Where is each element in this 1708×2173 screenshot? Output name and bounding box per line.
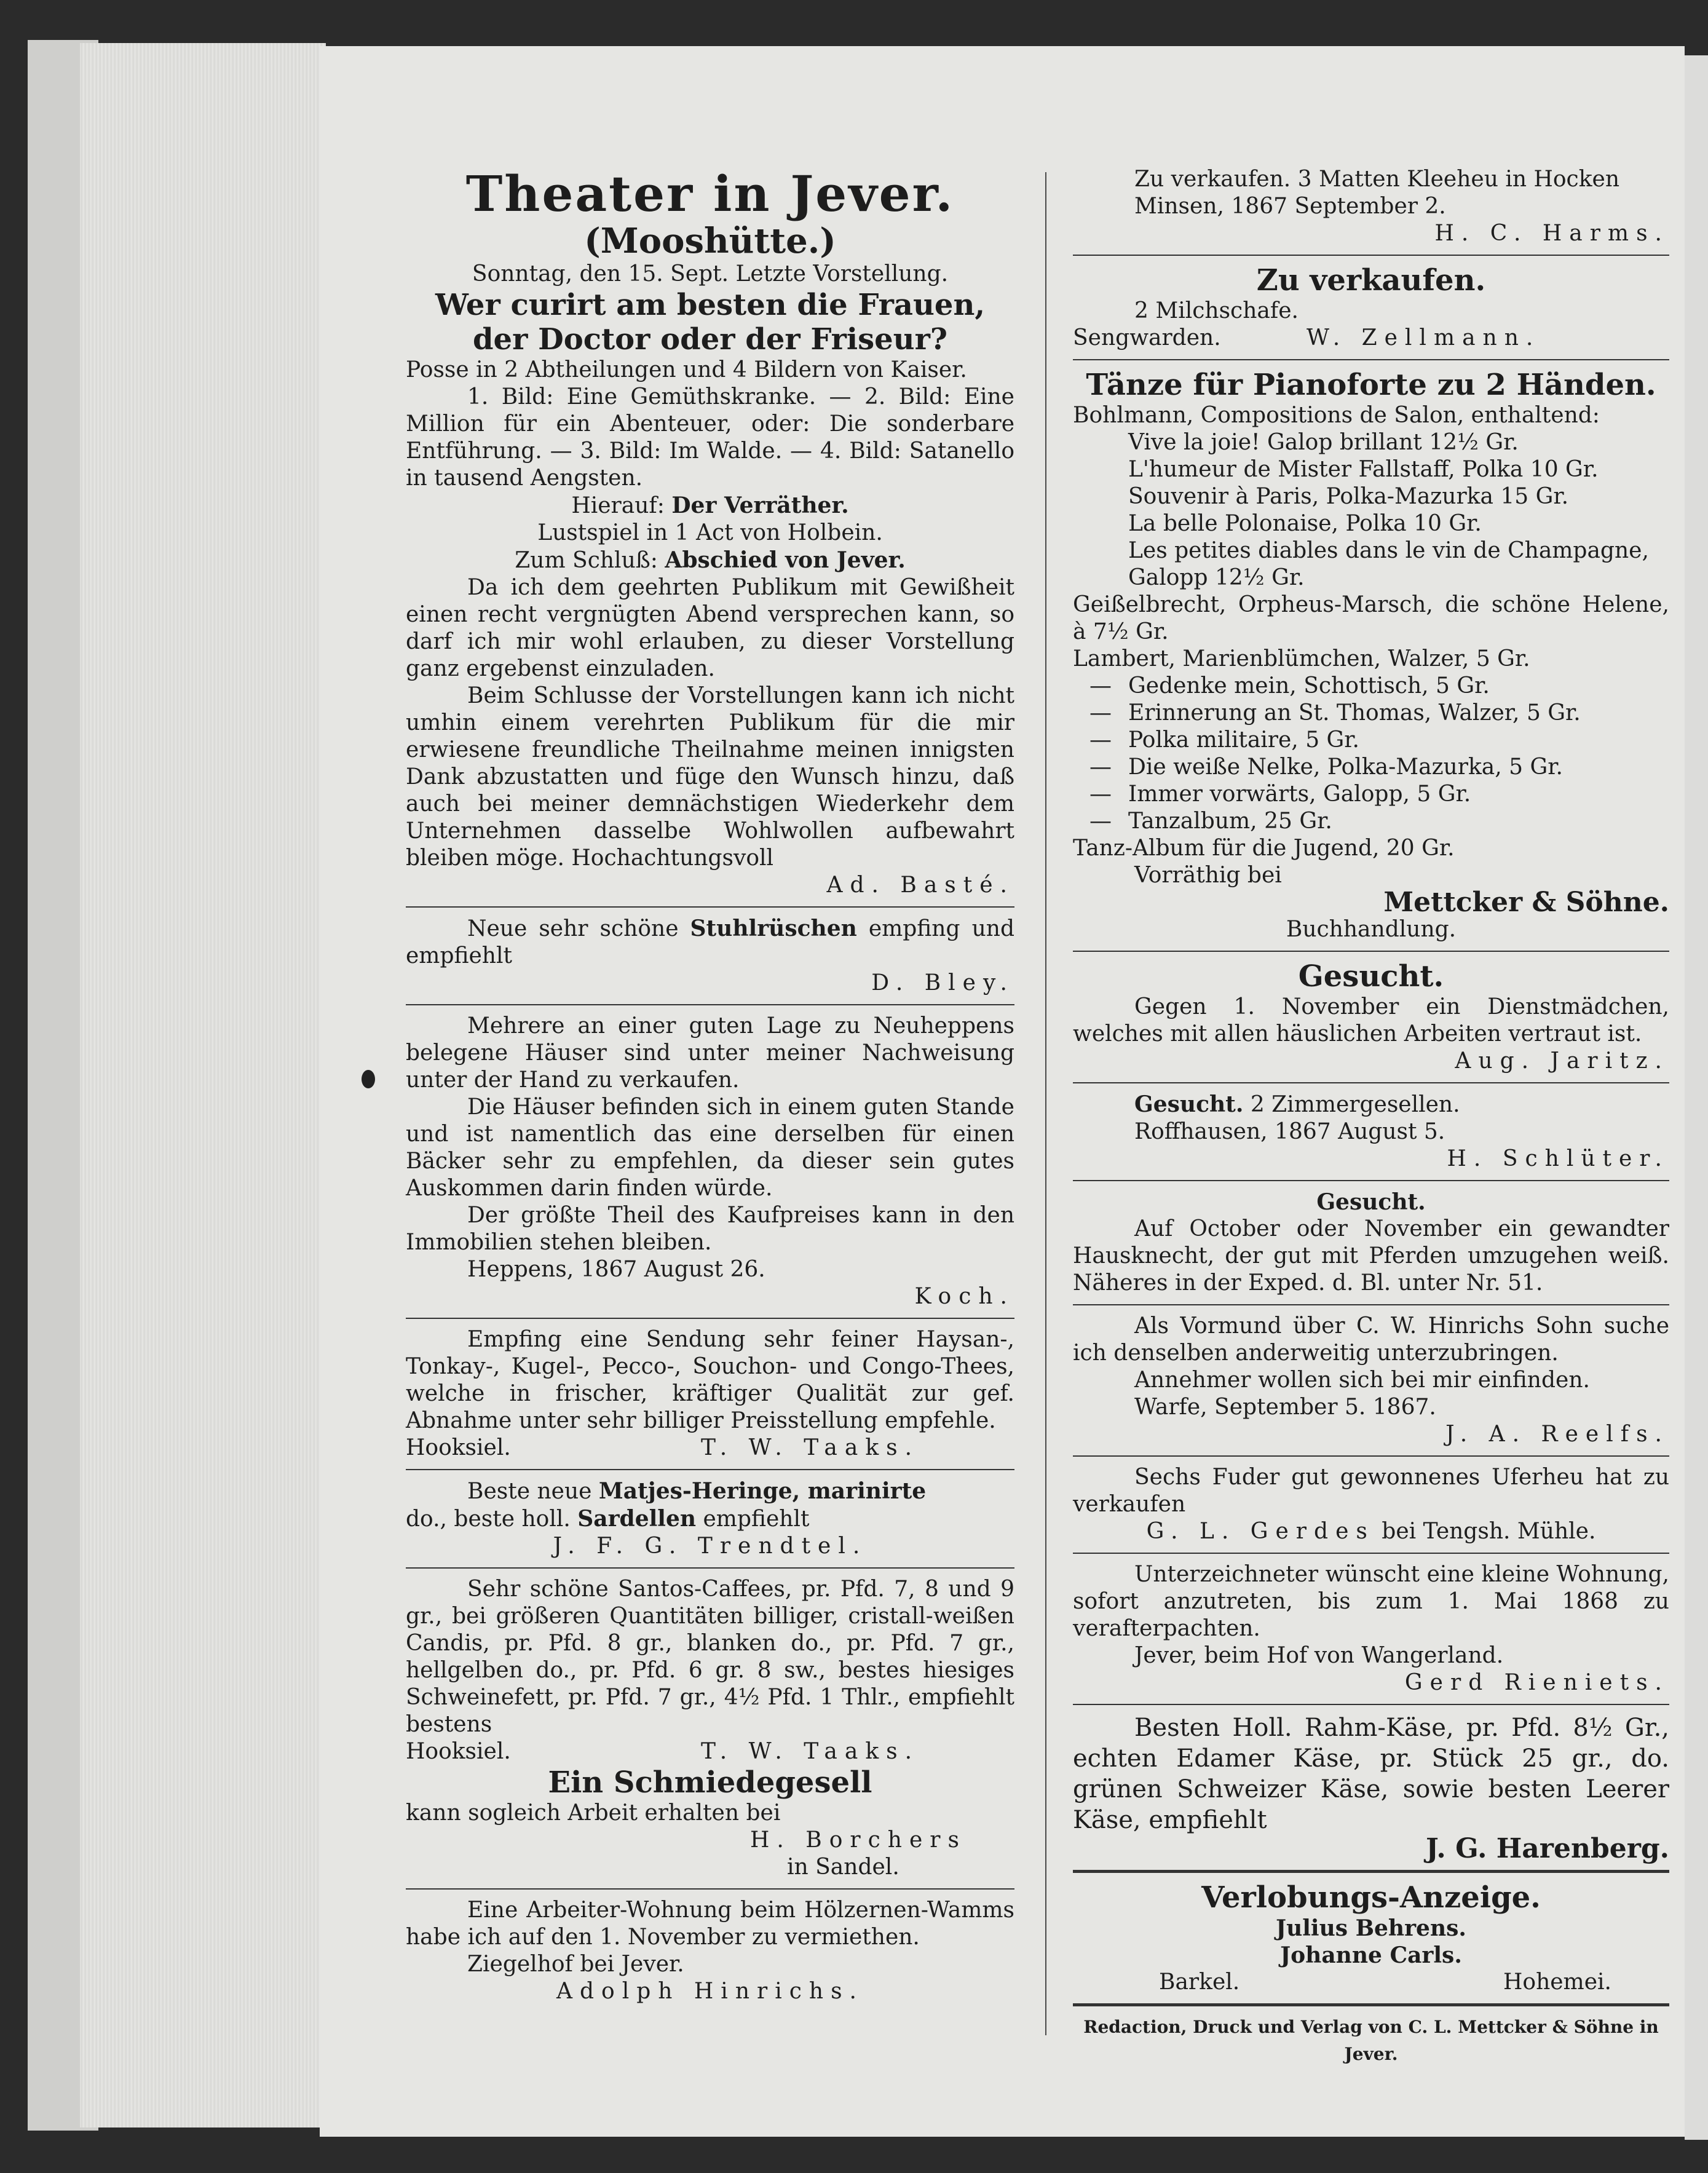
music-dash-item (1073, 754, 1669, 781)
engagement-name1: Julius Behrens. (1276, 1915, 1466, 1941)
music-dash-item (1073, 781, 1669, 808)
dash-item-text: Die weiße Nelke, Polka-Mazurka, 5 Gr. (1128, 754, 1563, 780)
theater-signature: Ad. Basté. (826, 873, 1014, 898)
play-scenes: 1. Bild: Eine Gemüthskranke. — 2. Bild: Eine Million für ein Abenteuer, oder: Die sonderbare Entführung. — 3. Bild: Im Walde. — 4. Bild: Satanello in tausend Aengsten. (406, 384, 1014, 491)
reelfs-text: Als Vormund über C. W. Hinrichs Sohn suche ich denselben anderweitig unterzubringen. (1073, 1313, 1669, 1366)
rule (406, 1318, 1014, 1319)
engagement-place2: Hohemei. (1503, 1969, 1611, 1995)
then-line (406, 492, 1014, 520)
trendtel-line1-a: Beste neue (467, 1479, 592, 1504)
bley-signature: D. Bley. (871, 970, 1014, 995)
music-shop: Buchhandlung. (1286, 917, 1457, 942)
engagement-advert (1073, 1880, 1669, 1996)
then-title: Der Verräther. (671, 493, 849, 518)
rieniets-signature: Gerd Rieniets. (1404, 1670, 1669, 1695)
harenberg-advert (1073, 1712, 1669, 1862)
gerdes-signature: G. L. Gerdes (1146, 1519, 1375, 1544)
music-geisselbrecht: Geißelbrecht, Orpheus-Marsch, die schöne Helene, à 7½ Gr. (1073, 592, 1669, 644)
rule (406, 1469, 1014, 1470)
music-advert (1073, 368, 1669, 943)
schlueter-heading: Gesucht. (1134, 1091, 1244, 1117)
zellmann-place: Sengwarden. (1073, 325, 1221, 350)
thick-rule (1073, 2003, 1669, 2006)
harms-line2: Minsen, 1867 September 2. (1134, 194, 1446, 219)
engagement-places (1073, 1969, 1669, 1996)
dash: — (1089, 809, 1112, 834)
rieniets-advert (1073, 1561, 1669, 1696)
music-firm: Mettcker & Söhne. (1383, 887, 1669, 918)
play-genre: Posse in 2 Abtheilungen und 4 Bildern von Kaiser. (406, 357, 967, 382)
borchers-advert (406, 1765, 1014, 1881)
gerdes-text: Sechs Fuder gut gewonnenes Uferheu hat zu verkaufen (1073, 1465, 1669, 1517)
page-stack (80, 43, 326, 2127)
hinrichs-place: Ziegelhof bei Jever. (467, 1952, 684, 1977)
closing-label: Zum Schluß: (515, 548, 658, 573)
zellmann-advert (1073, 263, 1669, 352)
right-column (1073, 166, 1669, 2068)
trendtel-line2-c: empfiehlt (703, 1506, 810, 1532)
music-intro: Bohlmann, Compositions de Salon, enthaltend: (1073, 403, 1600, 428)
rule (1073, 1455, 1669, 1457)
reelfs-place-date: Warfe, September 5. 1867. (1134, 1395, 1436, 1420)
play-title-line2: der Doctor oder der Friseur? (472, 322, 947, 357)
zellmann-item: 2 Milchschafe. (1134, 298, 1299, 323)
harenberg-signature: J. G. Harenberg. (1426, 1833, 1669, 1864)
bley-text-b: empfing und empfiehlt (406, 916, 1014, 968)
coffee-text: Sehr schöne Santos-Caffees, pr. Pfd. 7, 8 und 9 gr., bei größeren Quantitäten billiger, cristall-weißen Candis, pr. Pfd. 8 gr., blanken do., pr. Pfd. 7 gr., hellgelben do., pr. Pfd. 6 gr. 8 sw., bestes hiesiges Schweinefett, pr. Pfd. 7 gr., 4½ Pfd. 1 Thlr., empfiehlt bestens (406, 1577, 1014, 1737)
music-piece: La belle Polonaise, Polka 10 Gr. (1128, 511, 1482, 536)
schlueter-signature: H. Schlüter. (1447, 1146, 1669, 1171)
theater-paragraph2: Beim Schlusse der Vorstellungen kann ich nicht umhin einem verehrten Publikum für die mir erwiesene freundliche Theilnahme meinen innigsten Dank abzustatten und füge den Wunsch hinzu, daß auch bei meiner demnächstigen Wiederkehr dem Unternehmen dasselbe Wohlwollen aufbewahrt bleiben möge. Hochachtungsvoll (406, 683, 1014, 871)
thick-rule (1073, 1870, 1669, 1873)
schlueter-place-date: Roffhausen, 1867 August 5. (1134, 1119, 1445, 1144)
harms-line1: Zu verkaufen. 3 Matten Kleeheu in Hocken (1134, 167, 1620, 192)
koch-paragraph1: Mehrere an einer guten Lage zu Neuheppens belegene Häuser sind unter meiner Nachweisung unter der Hand zu verkaufen. (406, 1013, 1014, 1093)
music-stock: Vorräthig bei (1134, 863, 1282, 888)
theater-advert (406, 166, 1014, 899)
hausknecht-advert (1073, 1189, 1669, 1297)
rule (406, 1888, 1014, 1890)
coffee-place: Hooksiel. (406, 1739, 511, 1764)
schlueter-text: 2 Zimmergesellen. (1250, 1092, 1460, 1117)
borchers-place: in Sandel. (787, 1854, 899, 1880)
borchers-heading: Ein Schmiedegesell (548, 1765, 872, 1800)
dash: — (1089, 754, 1112, 780)
closing-title: Abschied von Jever. (665, 547, 906, 573)
dash: — (1089, 727, 1112, 753)
harms-signature: H. C. Harms. (1434, 221, 1669, 246)
coffee-signature-line (406, 1738, 1014, 1765)
music-heading: Tänze für Pianoforte zu 2 Händen. (1086, 368, 1656, 402)
tea-signature-line (406, 1435, 1014, 1462)
hinrichs-text: Eine Arbeiter-Wohnung beim Hölzernen-Wamms habe ich auf den 1. November zu vermiethen. (406, 1898, 1014, 1950)
reelfs-text2: Annehmer wollen sich bei mir einfinden. (1134, 1368, 1590, 1393)
hinrichs-signature: Adolph Hinrichs. (556, 1979, 864, 2004)
rule (1073, 359, 1669, 360)
rule (1073, 1304, 1669, 1305)
theater-subtitle: (Mooshütte.) (584, 221, 836, 261)
schlueter-line (1073, 1091, 1669, 1118)
dash: — (1089, 673, 1112, 699)
borchers-signature: H. Borchers (750, 1827, 967, 1853)
engagement-heading: Verlobungs-Anzeige. (1201, 1880, 1541, 1915)
hausknecht-text: Auf October oder November ein gewandter Hausknecht, der gut mit Pferden umzugehen weiß. Näheres in der Exped. d. Bl. unter Nr. 51. (1073, 1216, 1669, 1296)
trendtel-sardines: Sardellen (577, 1506, 697, 1532)
dash-item-text: Immer vorwärts, Galopp, 5 Gr. (1128, 782, 1471, 807)
koch-paragraph2: Die Häuser befinden sich in einem guten Stande und ist namentlich das eine derselben für einen Bäcker sehr zu empfehlen, da dieser sein gutes Auskommen darin finden würde. (406, 1094, 1014, 1201)
bley-text (406, 915, 1014, 970)
then-label: Hierauf: (571, 493, 665, 518)
rule (406, 906, 1014, 908)
rule (1073, 951, 1669, 952)
harenberg-text: Besten Holl. Rahm-Käse, pr. Pfd. 8½ Gr., echten Edamer Käse, pr. Stück 25 gr., do. grünen Schweizer Käse, sowie besten Leerer Käse, empfiehlt (1073, 1714, 1669, 1834)
left-column (406, 166, 1014, 2005)
engagement-place1: Barkel. (1159, 1969, 1240, 1995)
gerdes-place: bei Tengsh. Mühle. (1382, 1519, 1596, 1544)
music-dash-item (1073, 673, 1669, 700)
rule (1073, 1082, 1669, 1083)
koch-signature: Koch. (914, 1284, 1014, 1309)
hinrichs-advert (406, 1897, 1014, 2005)
trendtel-line1 (406, 1478, 1014, 1505)
bley-item: Stuhlrüschen (690, 916, 857, 941)
music-piece: L'humeur de Mister Fallstaff, Polka 10 Gr. (1128, 457, 1599, 482)
column-divider (1045, 172, 1046, 2035)
hausknecht-heading: Gesucht. (1316, 1189, 1426, 1215)
bley-text-a: Neue sehr schöne (467, 916, 679, 941)
rieniets-text: Unterzeichneter wünscht eine kleine Wohnung, sofort anzutreten, bis zum 1. Mai 1868 zu verafterpachten. (1073, 1562, 1669, 1641)
imprint: Redaction, Druck und Verlag von C. L. Mettcker & Söhne in Jever. (1083, 2017, 1659, 2064)
rieniets-place: Jever, beim Hof von Wangerland. (1134, 1643, 1504, 1668)
music-dash-item (1073, 808, 1669, 835)
trendtel-signature: J. F. G. Trendtel. (553, 1534, 868, 1559)
tea-place: Hooksiel. (406, 1435, 511, 1460)
trendtel-herring: Matjes-Heringe, marinirte (598, 1478, 927, 1504)
dash-item-text: Erinnerung an St. Thomas, Walzer, 5 Gr. (1128, 700, 1581, 726)
schlueter-advert (1073, 1091, 1669, 1173)
gerdes-advert (1073, 1464, 1669, 1545)
trendtel-advert (406, 1478, 1014, 1560)
zellmann-signature-line (1073, 325, 1669, 352)
trendtel-line2-a: do., beste holl. (406, 1506, 571, 1532)
bley-advert (406, 915, 1014, 997)
music-lambert: Lambert, Marienblümchen, Walzer, 5 Gr. (1073, 646, 1530, 671)
jaritz-text: Gegen 1. November ein Dienstmädchen, welches mit allen häuslichen Arbeiten vertraut ist. (1073, 994, 1669, 1047)
coffee-signature: T. W. Taaks. (701, 1739, 920, 1764)
taaks-tea-advert (406, 1326, 1014, 1462)
music-piece: Les petites diables dans le vin de Champagne, Galopp 12½ Gr. (1128, 538, 1649, 590)
jaritz-advert (1073, 959, 1669, 1075)
rule (406, 1004, 1014, 1005)
rule (1073, 1180, 1669, 1181)
music-piece: Souvenir à Paris, Polka-Mazurka 15 Gr. (1128, 484, 1569, 509)
dash: — (1089, 782, 1112, 807)
theater-title: Theater in Jever. (465, 165, 955, 223)
comedy-line: Lustspiel in 1 Act von Holbein. (537, 520, 883, 545)
rule (1073, 255, 1669, 256)
gerdes-signature-line (1073, 1518, 1669, 1545)
zellmann-signature: W. Zellmann. (1307, 325, 1541, 350)
closing-line (406, 547, 1014, 574)
music-album: Tanz-Album für die Jugend, 20 Gr. (1073, 836, 1455, 861)
tea-text: Empfing eine Sendung sehr feiner Haysan-, Tonkay-, Kugel-, Pecco-, Souchon- und Congo-Thees, welche in frischer, kräftiger Qualität zur gef. Abnahme unter sehr billiger Preisstellung empfehle. (406, 1327, 1014, 1433)
binding-hole (362, 1070, 375, 1088)
music-dash-item (1073, 700, 1669, 727)
koch-paragraph3: Der größte Theil des Kaufpreises kann in den Immobilien stehen bleiben. (406, 1203, 1014, 1255)
tea-signature: T. W. Taaks. (701, 1435, 920, 1460)
theater-date: Sonntag, den 15. Sept. Letzte Vorstellung. (472, 261, 949, 287)
zellmann-heading: Zu verkaufen. (1256, 263, 1486, 298)
borchers-text: kann sogleich Arbeit erhalten bei (406, 1800, 781, 1826)
play-title-line1: Wer curirt am besten die Frauen, (435, 288, 986, 322)
dash: — (1089, 700, 1112, 726)
theater-paragraph1: Da ich dem geehrten Publikum mit Gewißheit einen recht vergnügten Abend versprechen kann, so darf ich mir wohl erlauben, zu dieser Vorstellung ganz ergebenst einzuladen. (406, 575, 1014, 681)
music-piece: Vive la joie! Galop brillant 12½ Gr. (1128, 430, 1519, 455)
rule (1073, 1704, 1669, 1705)
reelfs-signature: J. A. Reelfs. (1445, 1422, 1669, 1447)
koch-place-date: Heppens, 1867 August 26. (467, 1257, 765, 1282)
jaritz-heading: Gesucht. (1298, 959, 1444, 994)
harms-advert (1073, 166, 1669, 247)
jaritz-signature: Aug. Jaritz. (1455, 1048, 1669, 1074)
dash-item-text: Tanzalbum, 25 Gr. (1128, 809, 1332, 834)
facing-page-edge (1685, 55, 1708, 2140)
trendtel-line2 (406, 1505, 1014, 1533)
taaks-coffee-advert (406, 1576, 1014, 1765)
dash-item-text: Polka militaire, 5 Gr. (1128, 727, 1359, 753)
koch-advert (406, 1013, 1014, 1310)
dash-item-text: Gedenke mein, Schottisch, 5 Gr. (1128, 673, 1490, 699)
music-dash-item (1073, 727, 1669, 754)
rule (406, 1567, 1014, 1569)
rule (1073, 1553, 1669, 1554)
engagement-name2: Johanne Carls. (1280, 1942, 1462, 1968)
reelfs-advert (1073, 1313, 1669, 1448)
